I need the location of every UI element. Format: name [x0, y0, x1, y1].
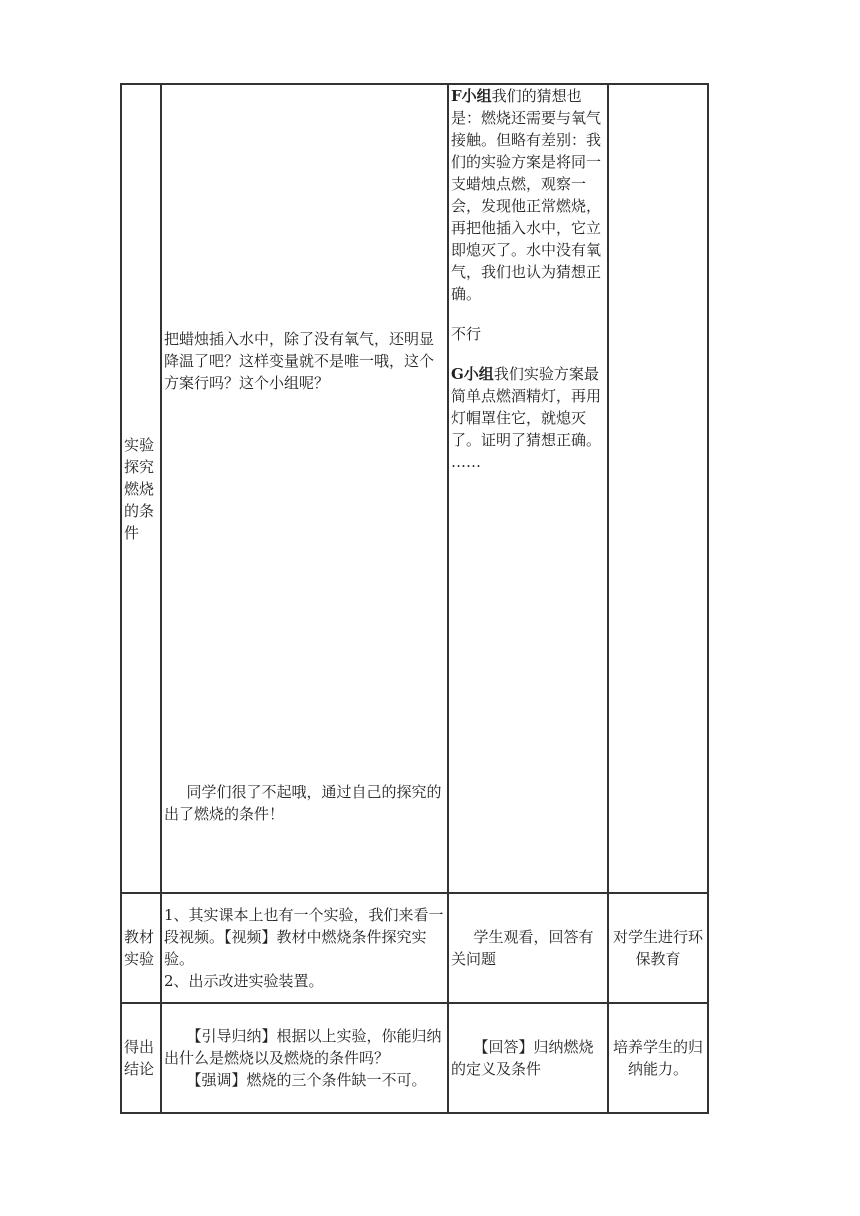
- student-text: 我们的猜想也是：燃烧还需要与氧气接触。但略有差别：我们的实验方案是将同一支蜡烛点燃，观察一会，发现他正常燃烧，再把他插入水中，它立即熄灭了。水中没有氧气，我们也认为猜想正确。: [451, 87, 602, 303]
- intent-text: 对学生进行环保教育: [612, 928, 703, 968]
- ellipsis: ……: [451, 453, 481, 471]
- stage-cell: [121, 893, 161, 1003]
- stage-label: 得出结论: [124, 1038, 155, 1078]
- teacher-activity-cell: [161, 893, 448, 1003]
- group-label: F小组: [451, 87, 492, 105]
- teacher-activity-cell: [161, 84, 448, 893]
- student-text: 我们实验方案最简单点燃酒精灯，再用灯帽罩住它，就熄灭了。证明了猜想正确。: [451, 365, 602, 449]
- intent-cell: [608, 84, 708, 893]
- teacher-text: 【引导归纳】根据以上实验，你能归纳出什么是燃烧以及燃烧的条件吗？: [164, 1027, 442, 1067]
- group-label: G小组: [451, 365, 494, 383]
- student-activity-cell: [448, 1003, 608, 1113]
- student-text: 【回答】归纳燃烧的定义及条件: [451, 1038, 594, 1078]
- lesson-plan-table: [120, 83, 709, 1114]
- teacher-text: 【强调】燃烧的三个条件缺一不可。: [186, 1071, 427, 1089]
- teacher-text: 2、出示改进实验装置。: [164, 972, 324, 990]
- teacher-activity-cell: [161, 1003, 448, 1113]
- stage-label: 实验探究燃烧的条件: [124, 435, 155, 542]
- teacher-text: 同学们很了不起哦，通过自己的探究的出了燃烧的条件！: [164, 783, 442, 823]
- table-row: [121, 84, 708, 893]
- teacher-text: 1、其实课本上也有一个实验，我们来看一段视频。【视频】教材中燃烧条件探究实验。: [164, 906, 444, 968]
- student-activity-cell: [448, 893, 608, 1003]
- intent-text: 培养学生的归纳能力。: [612, 1038, 703, 1078]
- stage-label: 教材实验: [124, 928, 155, 968]
- student-reply: 不行: [451, 325, 482, 343]
- intent-cell: [608, 1003, 708, 1113]
- student-text: 学生观看，回答有关问题: [451, 928, 594, 968]
- intent-cell: [608, 893, 708, 1003]
- table-row: [121, 1003, 708, 1113]
- student-activity-cell: [448, 84, 608, 893]
- stage-cell: [121, 1003, 161, 1113]
- table-row: [121, 893, 708, 1003]
- teacher-text: 把蜡烛插入水中，除了没有氧气，还明显降温了吧？这样变量就不是唯一哦，这个方案行吗？这个小组呢？: [164, 330, 435, 392]
- stage-cell: [121, 84, 161, 893]
